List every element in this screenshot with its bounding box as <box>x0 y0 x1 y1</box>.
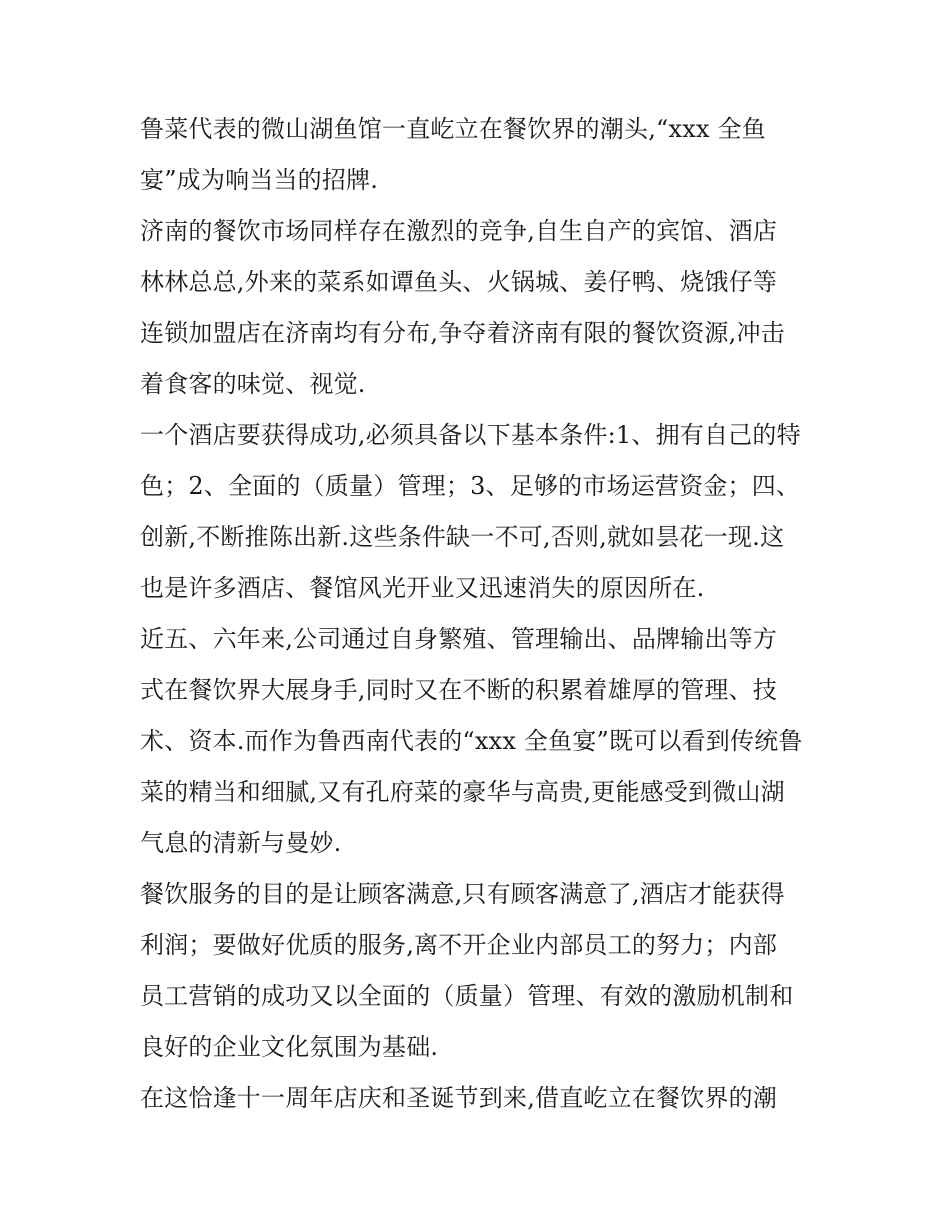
text-line: 术、资本.而作为鲁西南代表的“xxx 全鱼宴”既可以看到传统鲁 <box>140 727 803 755</box>
text-line: 菜的精当和细腻,又有孔府菜的豪华与高贵,更能感受到微山湖 <box>140 778 785 806</box>
text-line: 利润；要做好优质的服务,离不开企业内部员工的努力；内部 <box>140 931 778 959</box>
text-line: 气息的清新与曼妙. <box>140 829 342 857</box>
text-line: 宴”成为响当当的招牌. <box>140 166 379 194</box>
text-line: 连锁加盟店在济南均有分布,争夺着济南有限的餐饮资源,冲击 <box>140 319 785 347</box>
text-line: 式在餐饮界大展身手,同时又在不断的积累着雄厚的管理、技 <box>140 676 778 704</box>
text-line: 在这恰逢十一周年店庆和圣诞节到来,借直屹立在餐饮界的潮 <box>140 1084 778 1112</box>
text-line: 一个酒店要获得成功,必须具备以下基本条件:1、拥有自己的特 <box>140 421 801 449</box>
text-line: 创新,不断推陈出新.这些条件缺一不可,否则,就如昙花一现.这 <box>140 523 785 551</box>
text-line: 良好的企业文化氛围为基础. <box>140 1033 439 1061</box>
text-line: 色；2、全面的（质量）管理；3、足够的市场运营资金；四、 <box>140 472 801 500</box>
body-text <box>140 104 820 1124</box>
text-line: 林林总总,外来的菜系如谭鱼头、火锅城、姜仔鸭、烧饿仔等 <box>140 268 778 296</box>
text-line: 也是许多酒店、餐馆风光开业又迅速消失的原因所在. <box>140 574 705 602</box>
text-line: 鲁菜代表的微山湖鱼馆一直屹立在餐饮界的潮头,“xxx 全鱼 <box>140 115 766 143</box>
text-line: 着食客的味觉、视觉. <box>140 370 366 398</box>
text-line: 近五、六年来,公司通过自身繁殖、管理输出、品牌输出等方 <box>140 625 778 653</box>
text-line: 济南的餐饮市场同样存在激烈的竞争,自生自产的宾馆、酒店 <box>140 217 778 245</box>
text-line: 餐饮服务的目的是让顾客满意,只有顾客满意了,酒店才能获得 <box>140 880 785 908</box>
text-line: 员工营销的成功又以全面的（质量）管理、有效的激励机制和 <box>140 982 794 1010</box>
